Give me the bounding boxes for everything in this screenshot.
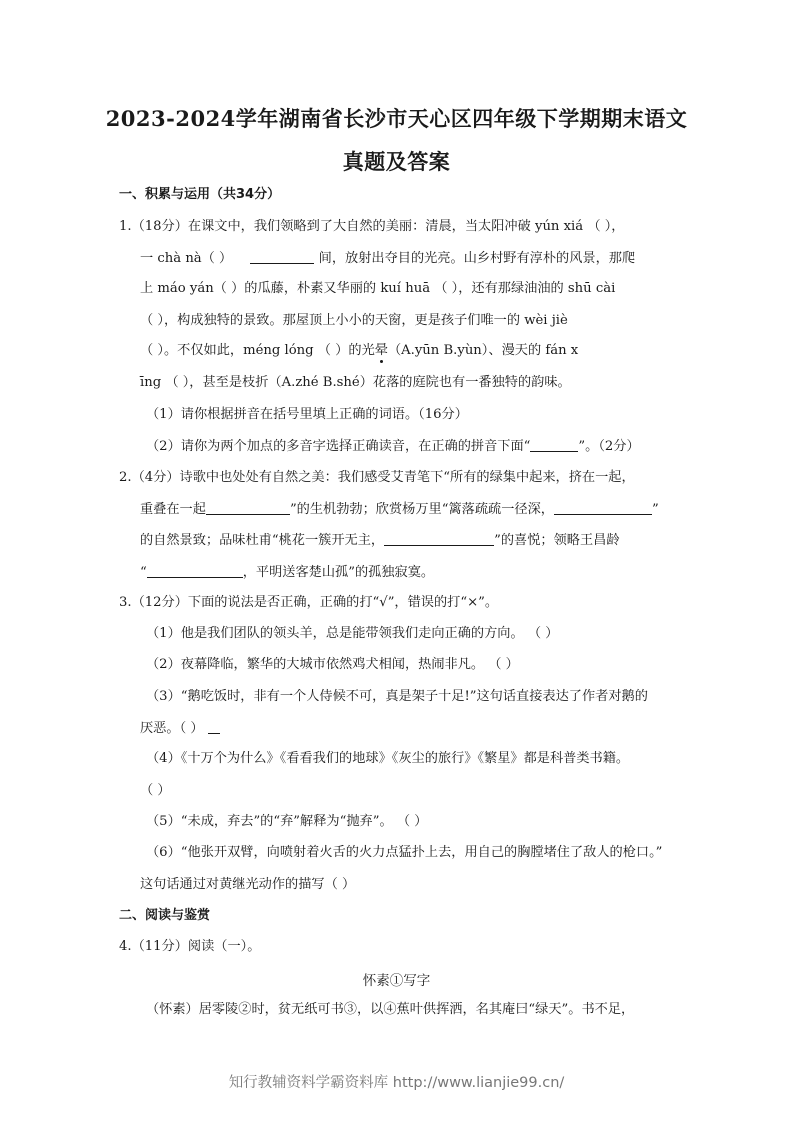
q1-line2-start: 一 chà nà（ ） <box>140 251 233 266</box>
section2-heading: 二、阅读与鉴赏 <box>119 908 211 923</box>
q3-line1: 3.（12分）下面的说法是否正确，正确的打“√”，错误的打“×”。 <box>119 595 499 610</box>
q1-sub2-start: （2）请你为两个加点的多音字选择正确读音，在正确的拼音下面“ <box>146 439 531 454</box>
q3-statement-4: （4）《十万个为什么》《看看我们的地球》《灰尘的旅行》《繁星》都是科普类书籍。 <box>146 751 630 766</box>
q3-statement-3-end: 厌恶。（ ） <box>140 721 204 736</box>
q3-statement-1: （1）他是我们团队的领头羊，总是能带领我们走向正确的方向。 （ ） <box>146 626 559 641</box>
q1-sub2 <box>146 437 640 456</box>
q3-statement-2: （2）夜幕降临，繁华的大城市依然鸡犬相闻，热闹非凡。 （ ） <box>146 657 519 672</box>
document-title-line1: 2023-2024学年湖南省长沙市天心区四年级下学期期末语文 <box>105 106 688 131</box>
passage-title: 怀素①写字 <box>362 973 431 989</box>
q2-line3-start: 的自然景致；品味杜甫“桃花一簇开无主， <box>140 533 385 548</box>
q1-line2 <box>140 249 635 268</box>
q3-statement-3: （3）“鹅吃饭时，非有一个人侍候不可，真是架子十足!”这句话直接表达了作者对鹅的 <box>146 689 648 704</box>
q1-line3: 上 máo yán（ ）的瓜藤，朴素又华丽的 kuí huā （ ），还有那绿油油的 shū cài <box>140 281 616 296</box>
q1-line2-end: 间，放射出夺目的光亮。山乡村野有淳朴的风景，那爬 <box>318 251 636 266</box>
q1-sub2-blank-line <box>530 437 578 452</box>
q2-blank-line-4 <box>147 563 243 578</box>
section1-heading: 一、积累与运用（共34分） <box>119 187 281 202</box>
q3-statement-3-cont <box>140 719 220 738</box>
q2-line1: 2.（4分）诗歌中也处处有自然之美：我们感受艾青笔下“所有的绿集中起来，挤在一起， <box>119 470 635 485</box>
q3-statement-3-blank <box>208 719 220 734</box>
passage-line1: （怀素）居零陵②时，贫无纸可书③，以④蕉叶供挥洒，名其庵曰“绿天”。书不足， <box>146 1002 635 1017</box>
q1-line1: 1.（18分）在课文中，我们领略到了大自然的美丽：清晨，当太阳冲破 yún xiá （ ）， <box>119 219 625 234</box>
q2-line2-end: ” <box>651 502 659 517</box>
q3-statement-4-cont: （ ） <box>140 783 171 798</box>
q1-line5-end: （A.yūn B.yùn）、漫天的 fán x <box>387 343 579 358</box>
q1-line5-start: （ ）。不仅如此，méng lóng （ ）的光 <box>140 343 375 358</box>
q2-line3-end: ”的喜悦；领略王昌龄 <box>494 533 620 548</box>
q2-line4 <box>140 563 434 582</box>
q2-line4-end: ，平明送客楚山孤”的孤独寂寞。 <box>242 565 435 580</box>
q1-sub2-end: ”。（2分） <box>578 439 640 454</box>
q2-line2-start: 重叠在一起 <box>140 502 206 517</box>
q1-sub1: （1）请你根据拼音在括号里填上正确的词语。（16分） <box>146 407 468 422</box>
q1-blank-line <box>250 249 314 264</box>
q3-statement-5: （5）“未成，弃去”的“弃”解释为“抛弃”。 （ ） <box>146 814 428 829</box>
document-title-line2: 真题及答案 <box>342 149 451 174</box>
q2-line2 <box>140 500 659 519</box>
dotted-character: 晕 <box>374 343 388 358</box>
q4-line1: 4.（11分）阅读（一）。 <box>119 939 261 954</box>
q1-line4: （ ），构成独特的景致。那屋顶上小小的天窗，更是孩子们唯一的 wèi jiè <box>140 313 568 328</box>
q2-blank-line-3 <box>384 531 494 546</box>
q1-line6: īng （ ），甚至是枝折（A.zhé B.shé）花落的庭院也有一番独特的韵味。 <box>140 375 571 390</box>
q2-line3 <box>140 531 620 550</box>
q2-line2-middle: ”的生机勃勃；欣赏杨万里“篱落疏疏一径深， <box>289 502 554 517</box>
footer-watermark: 知行教辅资料学霸资料库 http://www.lianjie99.cn/ <box>228 1075 565 1091</box>
q1-line5 <box>140 342 578 360</box>
q2-line4-start: “ <box>140 565 147 580</box>
q2-blank-line-1 <box>206 500 290 515</box>
q3-statement-6-cont: 这句话通过对黄继光动作的描写（ ） <box>140 877 356 892</box>
q2-blank-line-2 <box>554 500 652 515</box>
q3-statement-6: （6）“他张开双臂，向喷射着火舌的火力点猛扑上去，用自己的胸膛堵住了敌人的枪口。” <box>146 845 663 860</box>
